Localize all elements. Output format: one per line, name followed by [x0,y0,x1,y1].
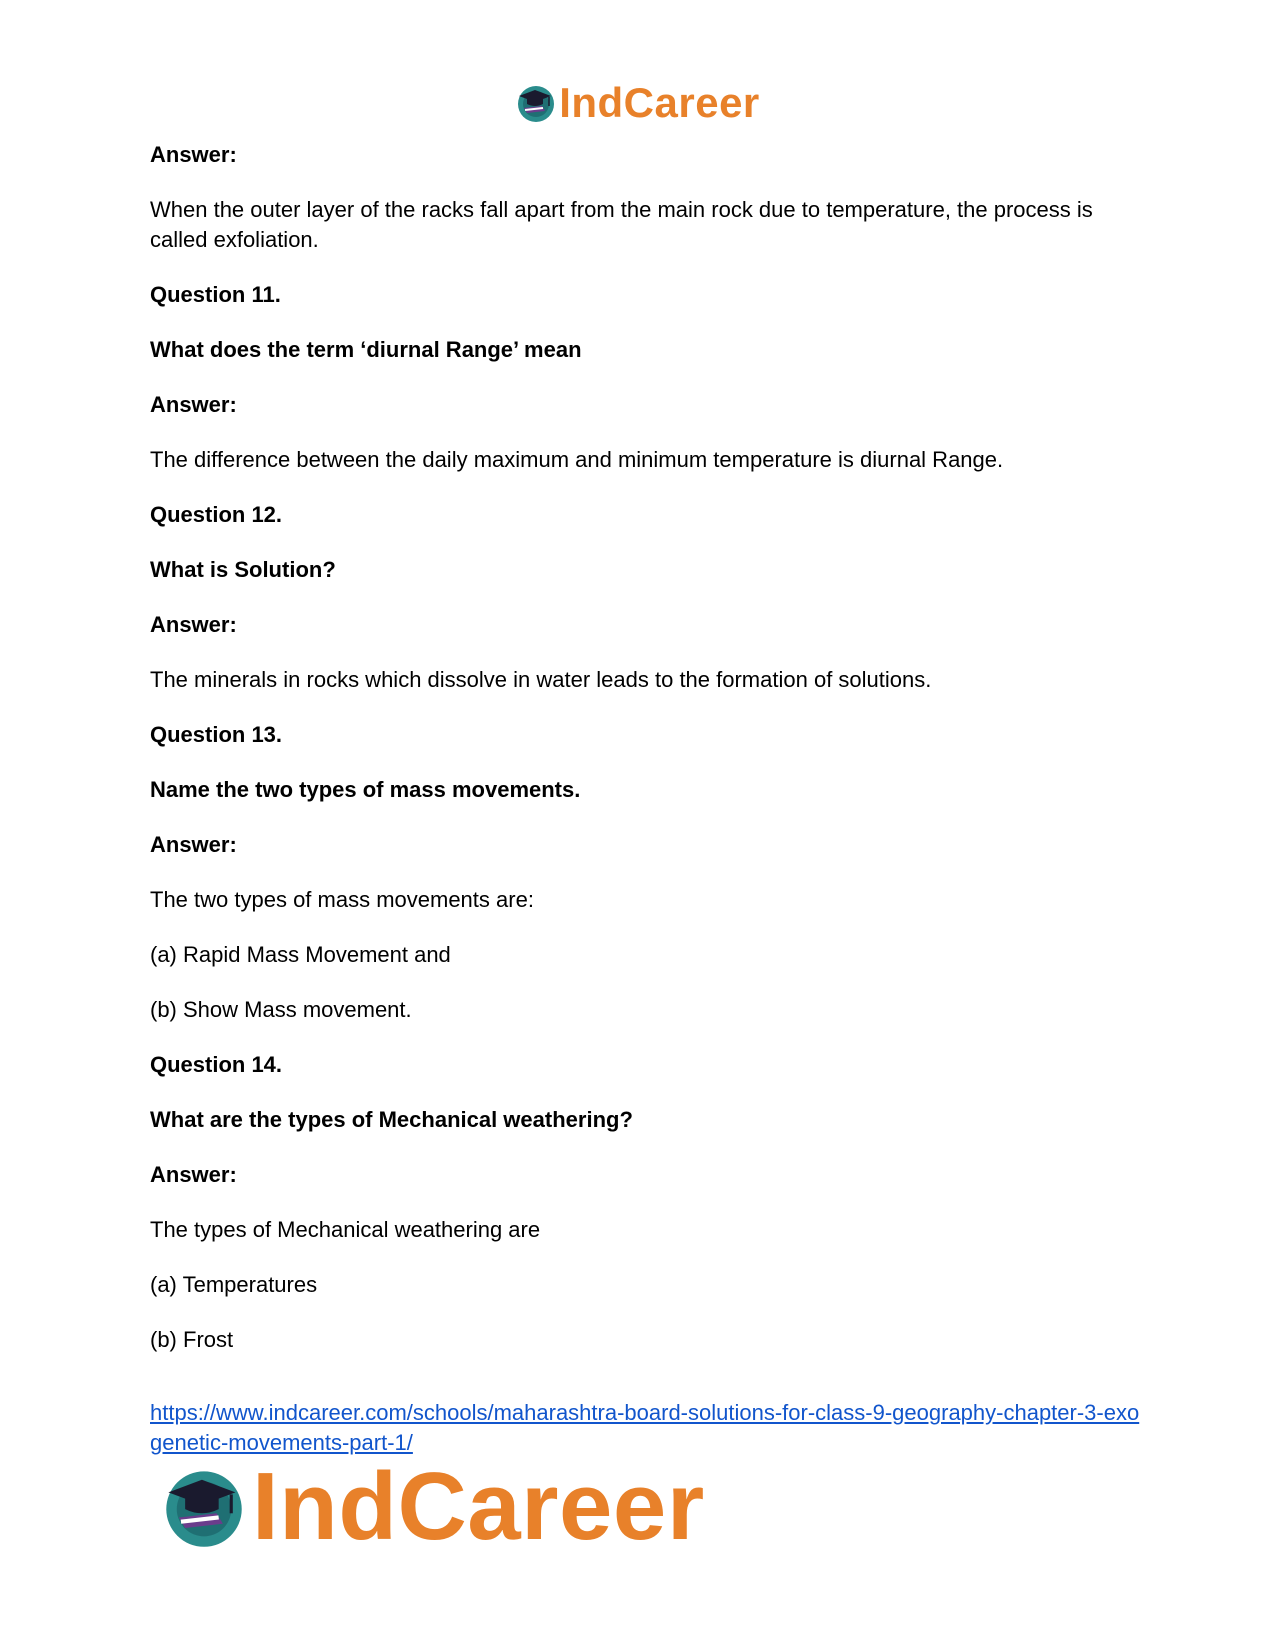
header-logo [0,78,1275,128]
brand-logo-text: IndCareer [252,1453,705,1560]
answer-label: Answer: [150,612,237,637]
footer-logo [160,1453,705,1560]
answer-text: (a) Temperatures [150,1272,318,1297]
question-text: What does the term ‘diurnal Range’ mean [150,337,582,362]
source-url-link[interactable]: https://www.indcareer.com/schools/maharashtra-board-solutions-for-class-9-geography-chapter-3-exogenetic-movements-part-1/ [150,1400,1140,1455]
answer-label: Answer: [150,392,237,417]
question-text: What are the types of Mechanical weathering? [150,1107,633,1132]
answer-text: The types of Mechanical weathering are [150,1217,541,1242]
answer-text: (b) Frost [150,1327,234,1352]
answer-text: The two types of mass movements are: [150,887,534,912]
question-number: Question 13. [150,722,283,747]
answer-text: (a) Rapid Mass Movement and [150,942,451,967]
question-text: What is Solution? [150,557,336,582]
brand-logo-text: IndCareer [559,79,760,126]
document-body [150,140,1130,1355]
graduation-cap-icon [515,82,557,124]
answer-label: Answer: [150,142,237,167]
answer-text: The difference between the daily maximum and minimum temperature is diurnal Range. [150,447,1004,472]
answer-label: Answer: [150,832,237,857]
question-number: Question 14. [150,1052,283,1077]
question-text: Name the two types of mass movements. [150,777,581,802]
graduation-cap-icon [160,1463,248,1551]
answer-text: (b) Show Mass movement. [150,997,412,1022]
answer-text: The minerals in rocks which dissolve in water leads to the formation of solutions. [150,667,932,692]
question-number: Question 12. [150,502,283,527]
answer-label: Answer: [150,1162,237,1187]
question-number: Question 11. [150,282,281,307]
answer-text: When the outer layer of the racks fall apart from the main rock due to temperature, the process is called exfoliation. [150,197,1093,252]
